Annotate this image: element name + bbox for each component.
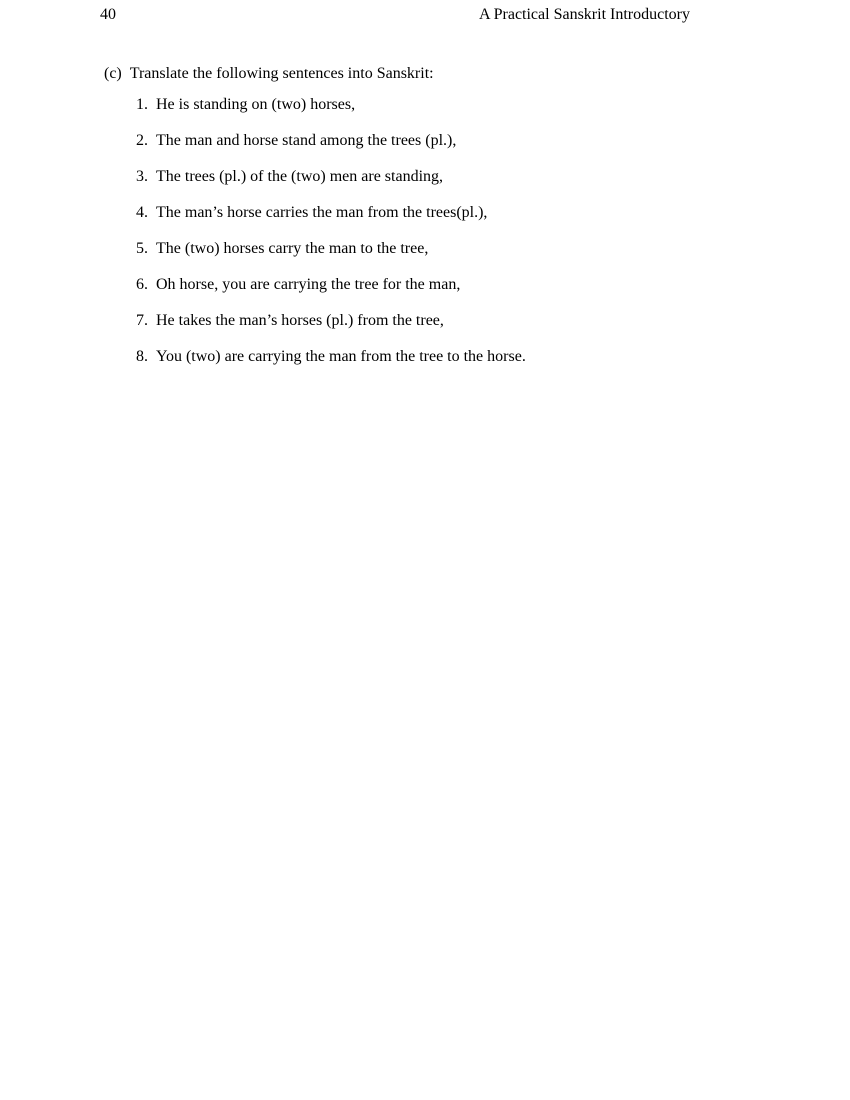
sentence-number: 3.	[136, 168, 148, 185]
sentence-item-5	[136, 239, 526, 275]
sentence-item-7	[136, 311, 526, 347]
sentence-text: Oh horse, you are carrying the tree for the man,	[156, 276, 461, 293]
sentence-number: 1.	[136, 96, 148, 113]
sentence-text: You (two) are carrying the man from the tree to the horse.	[156, 348, 526, 365]
sentence-number: 5.	[136, 240, 148, 257]
sentence-text: The man and horse stand among the trees (pl.),	[156, 132, 457, 149]
sentence-text: He is standing on (two) horses,	[156, 96, 356, 113]
sentence-text: The man’s horse carries the man from the trees(pl.),	[156, 204, 488, 221]
exercise-heading	[104, 65, 434, 83]
sentence-number: 4.	[136, 204, 148, 221]
sentence-item-2	[136, 131, 526, 167]
sentence-number: 8.	[136, 348, 148, 365]
sentence-number: 2.	[136, 132, 148, 149]
sentence-item-1	[136, 95, 526, 131]
sentence-number: 7.	[136, 312, 148, 329]
sentence-item-3	[136, 167, 526, 203]
sentence-number: 6.	[136, 276, 148, 293]
running-title: A Practical Sanskrit Introductory	[478, 6, 690, 23]
sentence-item-4	[136, 203, 526, 239]
exercise-instruction: Translate the following sentences into Sanskrit:	[129, 65, 434, 82]
sentence-text: The (two) horses carry the man to the tree,	[156, 240, 429, 257]
exercise-label: (c)	[104, 65, 122, 82]
sentence-text: He takes the man’s horses (pl.) from the tree,	[156, 312, 444, 329]
sentence-list	[136, 95, 526, 383]
sentence-item-6	[136, 275, 526, 311]
sentence-item-8	[136, 347, 526, 383]
sentence-text: The trees (pl.) of the (two) men are standing,	[156, 168, 444, 185]
page-number: 40	[100, 6, 116, 23]
